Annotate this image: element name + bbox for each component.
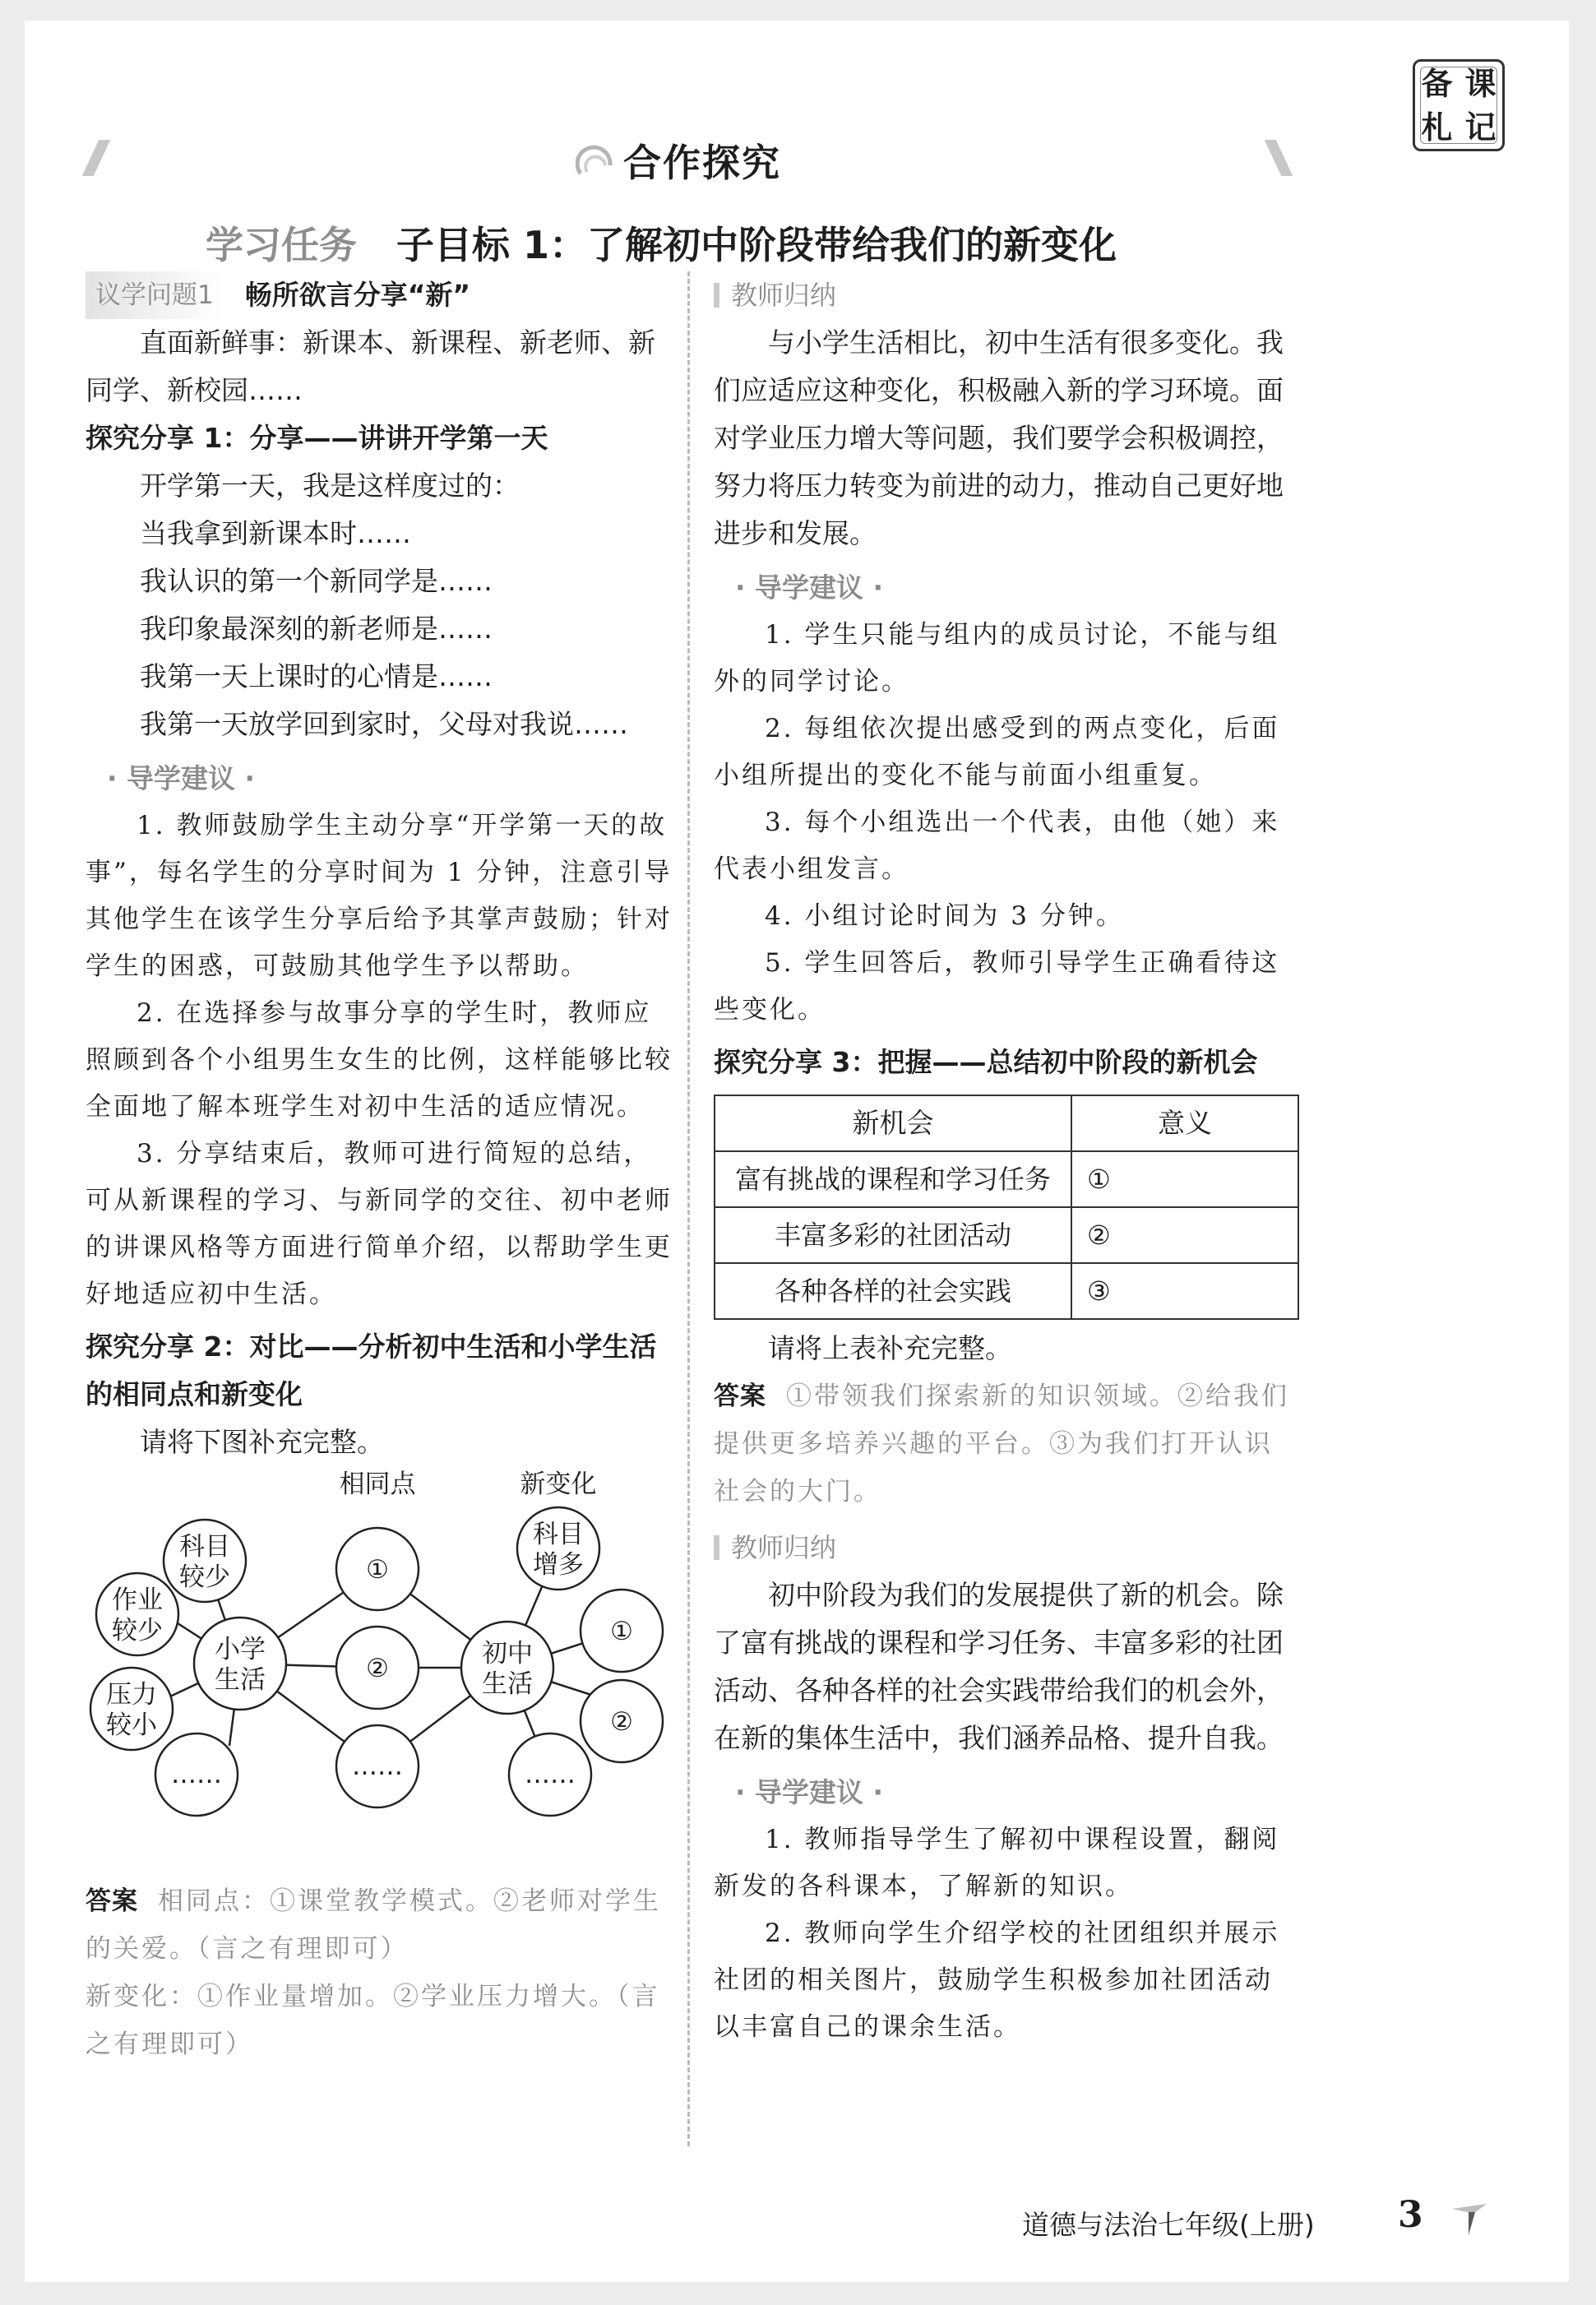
node-label: 作业: [112, 1585, 163, 1615]
left-column: [86, 271, 673, 2068]
share1-line: 我认识的第一个新同学是……: [140, 565, 493, 597]
page-number: 3: [1398, 2194, 1423, 2236]
teacher-summary-heading: [714, 1524, 1299, 1571]
teacher-summary: 初中阶段为我们的发展提供了新的机会。除了富有挑战的课程和学习任务、丰富多彩的社团活动、各种各样的社会实践带给我们的机会外，在新的集体生活中，我们涵养品格、提升自我。: [714, 1579, 1284, 1754]
share1-title: 探究分享 1：分享——讲讲开学第一天: [86, 422, 548, 454]
guide-label: · 导学建议 ·: [735, 572, 884, 604]
guide-list: [714, 612, 1299, 1034]
share1-line: 当我拿到新课本时……: [140, 517, 411, 549]
teacher-label: 教师归纳: [731, 1532, 837, 1563]
opportunity-table: [714, 1095, 1299, 1320]
guide-list: [714, 1817, 1299, 2051]
table-cell: ①: [1071, 1151, 1298, 1207]
subgoal-title: 子目标 1：了解初中阶段带给我们的新变化: [396, 223, 1117, 267]
node-label: ②: [366, 1654, 389, 1683]
node-label: 较小: [106, 1710, 157, 1740]
answer-label: 答案: [86, 1886, 138, 1916]
guide-item: 3. 分享结束后，教师可进行简短的总结，可从新课程的学习、与新同学的交往、初中老师的讲课风格等方面进行简单介绍，以帮助学生更好地适应初中生活。: [86, 1139, 673, 1309]
guide-item: 5. 学生回答后，教师引导学生正确看待这些变化。: [714, 948, 1280, 1025]
heading-bar: [714, 1535, 719, 1560]
comparison-diagram: [86, 1466, 673, 1877]
guide-item: 2. 教师向学生介绍学校的社团组织并展示社团的相关图片，鼓励学生积极参加社团活动以丰富自己的课余生活。: [714, 1919, 1280, 2042]
share1-line: 开学第一天，我是这样度过的：: [140, 470, 520, 502]
guide-item: 3. 每个小组选出一个代表，由他（她）来代表小组发言。: [714, 808, 1280, 884]
table-cell: 各种各样的社会实践: [715, 1263, 1071, 1319]
guide-item: 1. 教师鼓励学生主动分享“开学第一天的故事”，每名学生的分享时间为 1 分钟，注意引导其他学生在该学生分享后给予其掌声鼓励；针对学生的困惑，可鼓励其他学生予以帮助。: [86, 811, 673, 981]
teacher-summary: 与小学生活相比，初中生活有很多变化。我们应适应这种变化，积极融入新的学习环境。面对学业压力增大等问题，我们要学会积极调控，努力将压力转变为前进的动力，推动自己更好地进步和发展。: [714, 326, 1284, 549]
guide-label: · 导学建议 ·: [107, 762, 256, 794]
guide-item: 2. 在选择参与故事分享的学生时，教师应照顾到各个小组男生女生的比例，这样能够比较全面地了解本班学生对初中生活的适应情况。: [86, 998, 673, 1122]
node-label: 科目: [179, 1532, 230, 1562]
diagram-header-same: 相同点: [339, 1470, 416, 1499]
issue-heading: [86, 271, 673, 319]
answer-line: 相同点：①课堂教学模式。②老师对学生的关爱。（言之有理即可）: [86, 1886, 661, 1964]
table-cell: ②: [1071, 1207, 1298, 1263]
node-label: 较少: [179, 1562, 230, 1592]
table-row: [715, 1207, 1298, 1263]
comparison-diagram-svg: [86, 1466, 673, 1877]
node-label: 科目: [533, 1520, 584, 1549]
guide-item: 2. 每组依次提出感受到的两点变化，后面小组所提出的变化不能与前面小组重复。: [714, 714, 1280, 790]
table-cell: 丰富多彩的社团活动: [715, 1207, 1071, 1263]
node-label: 生活: [215, 1665, 266, 1695]
teacher-label: 教师归纳: [731, 280, 837, 311]
node-label: ①: [366, 1555, 389, 1585]
answer-line: 新变化：①作业量增加。②学业压力增大。（言之有理即可）: [86, 1982, 660, 2059]
table-cell: 富有挑战的课程和学习任务: [715, 1151, 1071, 1207]
answer-block: [86, 1877, 673, 1973]
answer-block: [714, 1372, 1299, 1516]
share3-title: 探究分享 3：把握——总结初中阶段的新机会: [714, 1046, 1258, 1078]
swirl-icon: [576, 141, 615, 180]
node-label: 小学: [215, 1635, 266, 1664]
node-label: 增多: [533, 1550, 584, 1580]
section-title-text: 合作探究: [623, 141, 781, 185]
node-label: 压力: [106, 1680, 157, 1710]
table-row: [715, 1263, 1298, 1319]
diagram-header-new: 新变化: [520, 1470, 597, 1499]
share3-instruction: 请将上表补充完整。: [768, 1332, 1012, 1364]
stamp-char: 课: [1464, 64, 1497, 102]
table-header: 新机会: [715, 1095, 1071, 1151]
stamp-char: 记: [1464, 108, 1497, 146]
right-column: [714, 271, 1299, 2051]
node-label: ②: [610, 1707, 633, 1737]
share1-line: 我印象最深刻的新老师是……: [140, 613, 493, 645]
teacher-summary-heading: [714, 271, 1299, 319]
stamp-char: 备: [1421, 64, 1453, 102]
node-label: ……: [352, 1752, 403, 1781]
node-label: 初中: [482, 1639, 533, 1669]
task-bar: [206, 215, 1117, 270]
table-header: 意义: [1071, 1095, 1298, 1151]
share1-line: 我第一天放学回到家时，父母对我说……: [140, 708, 628, 740]
intro-text: 直面新鲜事：新课本、新课程、新老师、新同学、新校园……: [86, 326, 655, 406]
guide-list: [86, 803, 673, 1318]
answer-text: ①带领我们探索新的知识领域。②给我们提供更多培养兴趣的平台。③为我们打开认识社会的大门。: [714, 1382, 1289, 1507]
stamp-char: 札: [1421, 108, 1453, 146]
guide-item: 4. 小组讨论时间为 3 分钟。: [765, 901, 1124, 931]
guide-label: · 导学建议 ·: [735, 1776, 884, 1808]
table-cell: ③: [1071, 1263, 1298, 1319]
guide-item: 1. 教师指导学生了解初中课程设置，翻阅新发的各科课本，了解新的知识。: [714, 1825, 1280, 1901]
guide-item: 1. 学生只能与组内的成员讨论，不能与组外的同学讨论。: [714, 620, 1280, 697]
issue-title: 畅所欲言分享“新”: [244, 279, 471, 311]
column-divider: [687, 271, 690, 2146]
node-label: 较少: [112, 1616, 163, 1645]
task-label: 学习任务: [206, 223, 357, 267]
heading-bar: [714, 283, 719, 308]
table-row: [715, 1151, 1298, 1207]
share2-instruction: 请将下图补充完整。: [140, 1426, 384, 1458]
answer-label: 答案: [714, 1382, 766, 1411]
footer-ornament-icon: [1449, 2197, 1490, 2238]
node-label: ①: [610, 1617, 633, 1646]
section-title: [576, 132, 781, 189]
book-title: 道德与法治七年级(上册): [1022, 2209, 1315, 2241]
lesson-notes-stamp: [1413, 59, 1505, 151]
issue-tag: 议学问题1: [86, 271, 224, 319]
node-label: ……: [525, 1760, 576, 1789]
node-label: 生活: [482, 1669, 533, 1699]
node-label: ……: [171, 1760, 222, 1789]
share2-title: 探究分享 2：对比——分析初中生活和小学生活的相同点和新变化: [86, 1331, 657, 1410]
share1-line: 我第一天上课时的心情是……: [140, 660, 493, 692]
table-header-row: [715, 1095, 1298, 1151]
